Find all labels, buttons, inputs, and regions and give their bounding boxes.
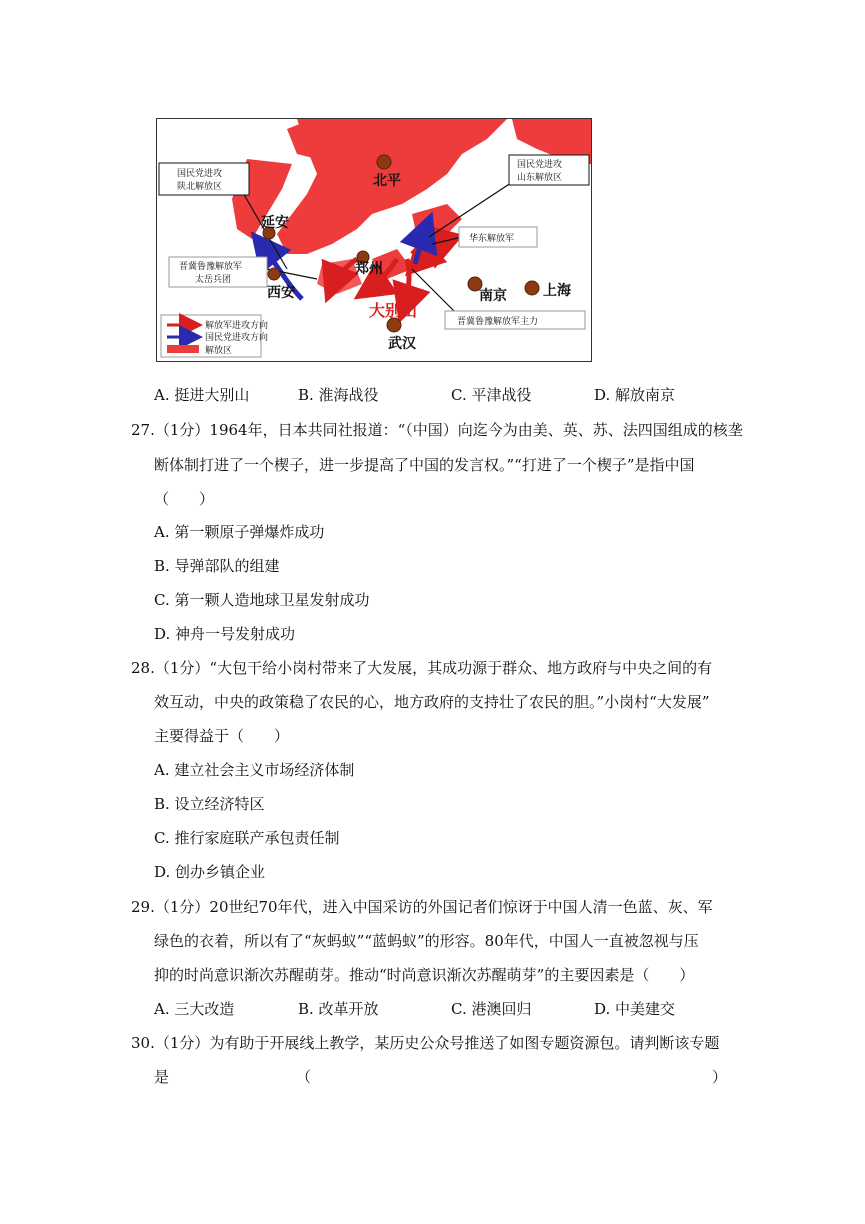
city-label-yanan: 延安: [261, 215, 289, 231]
q26-option-d: D. 解放南京: [594, 386, 676, 404]
legend-kmt: 国民党进攻方向: [205, 333, 269, 343]
city-label-nanjing: 南京: [479, 288, 507, 304]
q27-option-d: D. 神舟一号发射成功: [154, 625, 296, 643]
legend-pla: 解放军进攻方向: [205, 321, 269, 331]
q28-stem-line1: 28.（1分）“大包干给小岗村带来了大发展，其成功源于群众、地方政府与中央之间的有: [131, 659, 713, 677]
q26-option-c: C. 平津战役: [451, 386, 532, 404]
q30-paren-close: ）: [712, 1068, 728, 1086]
q29-option-d: D. 中美建交: [594, 1000, 676, 1018]
q28-stem-line3: 主要得益于（ ）: [154, 727, 290, 745]
q28-stem-line2: 效互动，中央的政策稳了农民的心，地方政府的支持壮了农民的胆。”小岗村“大发展”: [154, 693, 710, 711]
q27-stem-line1: 27.（1分）1964年，日本共同社报道：“（中国）向迄今为由美、英、苏、法四国组成的核垄: [131, 421, 743, 439]
callout-shaanbei-line1: 国民党进攻: [177, 169, 223, 179]
legend-liberated: 解放区: [205, 346, 233, 356]
q29-option-a: A. 三大改造: [154, 1000, 235, 1018]
q29-stem-line1: 29.（1分）20世纪70年代，进入中国采访的外国记者们惊讶于中国人清一色蓝、灰、军: [131, 898, 713, 916]
callout-shandong-line1: 国民党进攻: [517, 160, 563, 170]
callout-shandong-line2: 山东解放区: [517, 173, 563, 183]
q29-option-c: C. 港澳回归: [451, 1000, 532, 1018]
q27-option-a: A. 第一颗原子弹爆炸成功: [154, 523, 325, 541]
city-label-xian: 西安: [267, 285, 295, 301]
callout-main-force: 晋冀鲁豫解放军主力: [457, 317, 539, 327]
city-label-shanghai: 上海: [543, 283, 571, 299]
callout-huadong: 华东解放军: [469, 234, 515, 244]
city-label-beiping: 北平: [373, 173, 401, 189]
q27-stem-line3: （ ）: [154, 490, 215, 508]
q30-stem-line1: 30.（1分）为有助于开展线上教学，某历史公众号推送了如图专题资源包。请判断该专题: [131, 1034, 720, 1052]
q30-stem-line2: 是: [154, 1068, 170, 1086]
war-map-figure: [156, 118, 592, 362]
callout-shaanbei-line2: 陕北解放区: [177, 182, 223, 192]
q29-stem-line2: 绿色的衣着，所以有了“灰蚂蚁”“蓝蚂蚁”的形容。80年代，中国人一直被忽视与压: [154, 932, 699, 950]
q29-stem-line3: 抑的时尚意识渐次苏醒萌芽。推动“时尚意识渐次苏醒萌芽”的主要因素是（ ）: [154, 966, 695, 984]
q28-option-c: C. 推行家庭联产承包责任制: [154, 829, 340, 847]
q28-option-b: B. 设立经济特区: [154, 795, 265, 813]
city-label-zhengzhou: 郑州: [355, 261, 383, 277]
city-label-wuhan: 武汉: [388, 336, 416, 352]
map-legend: [161, 315, 268, 357]
q27-stem-line2: 断体制打进了一个楔子，进一步提高了中国的发言权。”“打进了一个楔子”是指中国: [154, 456, 695, 474]
callout-taiyue-line1: 晋冀鲁豫解放军: [179, 262, 243, 272]
q30-paren-open: （: [296, 1068, 312, 1086]
q27-option-b: B. 导弹部队的组建: [154, 557, 280, 575]
map-label-dabieshan: 大别山: [369, 301, 418, 320]
q28-option-d: D. 创办乡镇企业: [154, 863, 266, 881]
q28-option-a: A. 建立社会主义市场经济体制: [154, 761, 355, 779]
q26-option-a: A. 挺进大别山: [154, 386, 250, 404]
q29-option-b: B. 改革开放: [298, 1000, 379, 1018]
q27-option-c: C. 第一颗人造地球卫星发射成功: [154, 591, 370, 609]
callout-taiyue-line2: 太岳兵团: [195, 275, 232, 285]
q26-option-b: B. 淮海战役: [298, 386, 379, 404]
